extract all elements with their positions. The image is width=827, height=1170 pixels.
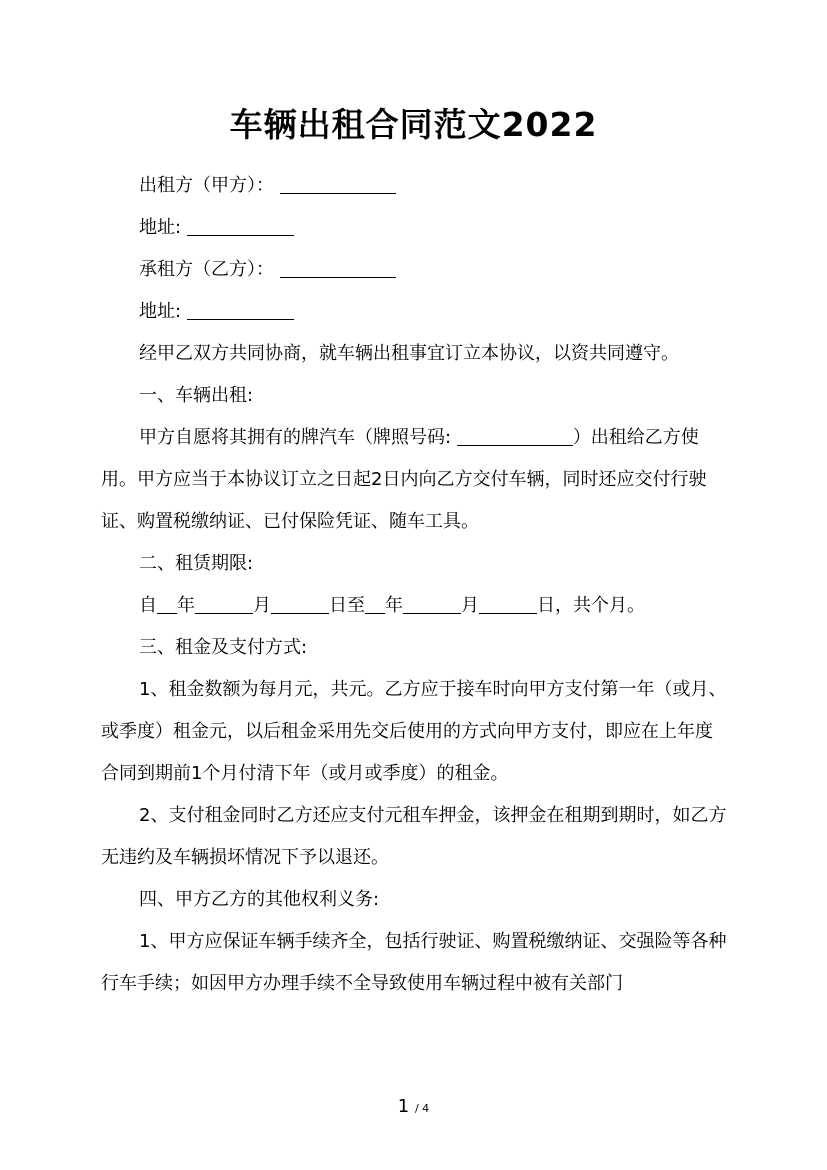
section4-heading: 四、甲方乙方的其他权利义务: bbox=[139, 889, 380, 910]
page-current: 1 bbox=[397, 1096, 410, 1117]
section3-item1: 1、租金数额为每月元，共元。乙方应于接车时向甲方支付第一年（或月、或季度）租金元，以后租金采用先交后使用的方式向甲方支付，即应在上年度合同到期前1个月付清下年（或月或季度）的租金。 bbox=[101, 679, 727, 784]
term-day-end: 日，共个月。 bbox=[537, 595, 645, 616]
lessor-line bbox=[101, 165, 727, 207]
lessee-address-line bbox=[101, 291, 727, 333]
lessee-label: 承租方（乙方）： bbox=[139, 259, 274, 280]
page-total: / 4 bbox=[414, 1102, 430, 1115]
lessee-address-label: 地址: bbox=[139, 301, 182, 322]
section3-heading: 三、租金及支付方式: bbox=[139, 637, 308, 658]
lessee-blank bbox=[280, 259, 396, 278]
section2-heading: 二、租赁期限: bbox=[139, 553, 254, 574]
term-year-2: 年 bbox=[385, 595, 403, 616]
lessor-label: 出租方（甲方）： bbox=[139, 175, 274, 196]
term-day-to: 日至 bbox=[329, 595, 365, 616]
plate-number-blank bbox=[457, 427, 573, 446]
start-year-blank bbox=[157, 595, 177, 614]
start-day-blank bbox=[271, 595, 329, 614]
page-number bbox=[0, 1093, 827, 1123]
lessor-address-blank bbox=[187, 217, 294, 236]
end-year-blank bbox=[365, 595, 385, 614]
intro-paragraph: 经甲乙双方共同协商，就车辆出租事宜订立本协议，以资共同遵守。 bbox=[139, 343, 679, 364]
section1-text-b: ）出租给乙方使用。甲方应当于本协议订立之日起2日内向乙方交付车辆，同时还应交付行驶证、购置税缴纳证、已付保险凭证、随车工具。 bbox=[101, 427, 707, 532]
lessee-line bbox=[101, 249, 727, 291]
section3-item2: 2、支付租金同时乙方还应支付元租车押金，该押金在租期到期时，如乙方无违约及车辆损坏情况下予以退还。 bbox=[101, 805, 727, 868]
document-title: 车辆出租合同范文2022 bbox=[229, 105, 598, 144]
start-month-blank bbox=[195, 595, 253, 614]
lessor-address-label: 地址: bbox=[139, 217, 182, 238]
section4-item1: 1、甲方应保证车辆手续齐全，包括行驶证、购置税缴纳证、交强险等各种行车手续；如因甲方办理手续不全导致使用车辆过程中被有关部门 bbox=[101, 931, 727, 994]
term-month-2: 月 bbox=[461, 595, 479, 616]
term-from: 自 bbox=[139, 595, 157, 616]
lessee-address-blank bbox=[187, 301, 294, 320]
section1-text-a: 甲方自愿将其拥有的牌汽车（牌照号码: bbox=[139, 427, 452, 448]
lessor-address-line bbox=[101, 207, 727, 249]
term-year-1: 年 bbox=[177, 595, 195, 616]
term-line bbox=[101, 585, 727, 627]
end-day-blank bbox=[479, 595, 537, 614]
section1-heading: 一、车辆出租: bbox=[139, 385, 254, 406]
lessor-blank bbox=[280, 175, 396, 194]
document-body bbox=[101, 165, 727, 1005]
end-month-blank bbox=[403, 595, 461, 614]
section1-paragraph bbox=[101, 417, 727, 543]
term-month-1: 月 bbox=[253, 595, 271, 616]
